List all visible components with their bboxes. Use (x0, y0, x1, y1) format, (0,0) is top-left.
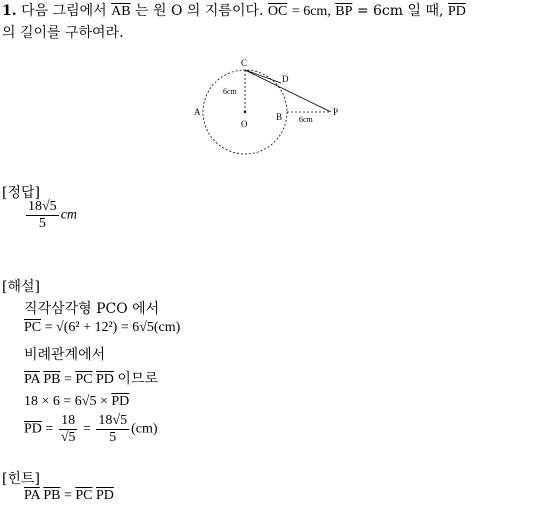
explanation-line-4-tail: 이므로 (117, 372, 158, 387)
explanation-line-5-lhs: 18 × 6 = 6√5 × (24, 394, 108, 409)
segment-oc: $\overline{OC}$ (267, 4, 288, 19)
segment-pd-3: $\overline{PD}$ (111, 394, 130, 409)
hint-segment-pb: $\overline{PB}$ (43, 488, 61, 503)
explanation-line-2-expr: = √(6² + 12²) = 6√5(cm) (44, 320, 181, 335)
length-bp: 6cm (299, 115, 313, 124)
fraction-1 (59, 414, 78, 445)
explanation-line-6-unit: (cm) (131, 421, 158, 437)
hint-segment-pa: $\overline{PA}$ (24, 488, 40, 503)
problem-text-b: 는 원 O 의 지름이다. (135, 3, 264, 19)
fraction-1-denominator: √5 (60, 430, 76, 445)
segment-cd-line (245, 70, 281, 83)
explanation-heading: [해설] (2, 279, 40, 295)
fraction-2-denominator: 5 (109, 430, 117, 445)
answer-denominator: 5 (38, 216, 46, 231)
problem-line-1 (2, 0, 466, 23)
explanation-line-3: 비례관계에서 (24, 347, 106, 363)
problem-line-2 (2, 22, 124, 44)
label-b: B (276, 112, 283, 122)
length-oc: 6cm (223, 87, 237, 96)
segment-bp: $\overline{BP}$ (335, 4, 353, 19)
label-o: O (241, 119, 248, 129)
answer-value (24, 200, 77, 231)
fraction-1-numerator: 18 (61, 413, 76, 428)
hint-heading: [힌트] (2, 471, 40, 487)
hint-segment-pd: $\overline{PD}$ (96, 488, 114, 503)
hint-segment-pc: $\overline{PC}$ (75, 488, 93, 503)
geometry-figure (185, 50, 355, 160)
hint-line: $\overline{PA}$ $\overline{PB} = \overline{PC}$ $\overline{PD}$ (24, 488, 114, 503)
fraction-2 (96, 414, 129, 445)
label-p: P (333, 107, 339, 117)
explanation-line-5 (24, 394, 129, 410)
problem-text-c: = 6cm, (291, 4, 331, 19)
problem-number: 1. (2, 3, 17, 19)
explanation-line-4: $\overline{PA}$ $\overline{PB} = \overline{PC}$ $\overline{PD}$ 이므로 (24, 372, 158, 387)
segment-pc: $\overline{PC}$ (24, 320, 42, 335)
segment-pd-2: $\overline{PD}$ (96, 372, 114, 387)
segment-pd: $\overline{PD}$ (447, 4, 466, 19)
label-c: C (241, 58, 248, 68)
answer-numerator: 18√5 (28, 199, 57, 214)
problem-text-d: = 6cm 일 때, (356, 3, 444, 19)
problem-text-a: 다음 그림에서 (21, 3, 107, 19)
problem-text-line2: 의 길이를 구하여라. (2, 25, 124, 41)
explanation-line-2 (24, 320, 180, 336)
label-d: D (282, 74, 289, 84)
segment-ab: $\overline{AB}$ (111, 4, 131, 19)
answer-heading: [정답] (2, 185, 40, 201)
point-o (244, 111, 246, 113)
fraction-2-numerator: 18√5 (98, 413, 128, 428)
explanation-line-1: 직각삼각형 PCO 에서 (24, 301, 160, 317)
label-a: A (194, 107, 201, 117)
segment-pd-4: $\overline{PD}$ (24, 421, 42, 437)
explanation-line-6: $\overline{PD}$ = $\frac{18}{√5}$ = $\frac{18√5}{5}$ (cm) (24, 413, 158, 445)
segment-pa: $\overline{PA}$ (24, 372, 40, 387)
segment-pc-2: $\overline{PC}$ (75, 372, 93, 387)
answer-unit: cm (60, 207, 78, 223)
answer-fraction (26, 200, 59, 231)
segment-pb: $\overline{PB}$ (43, 372, 61, 387)
